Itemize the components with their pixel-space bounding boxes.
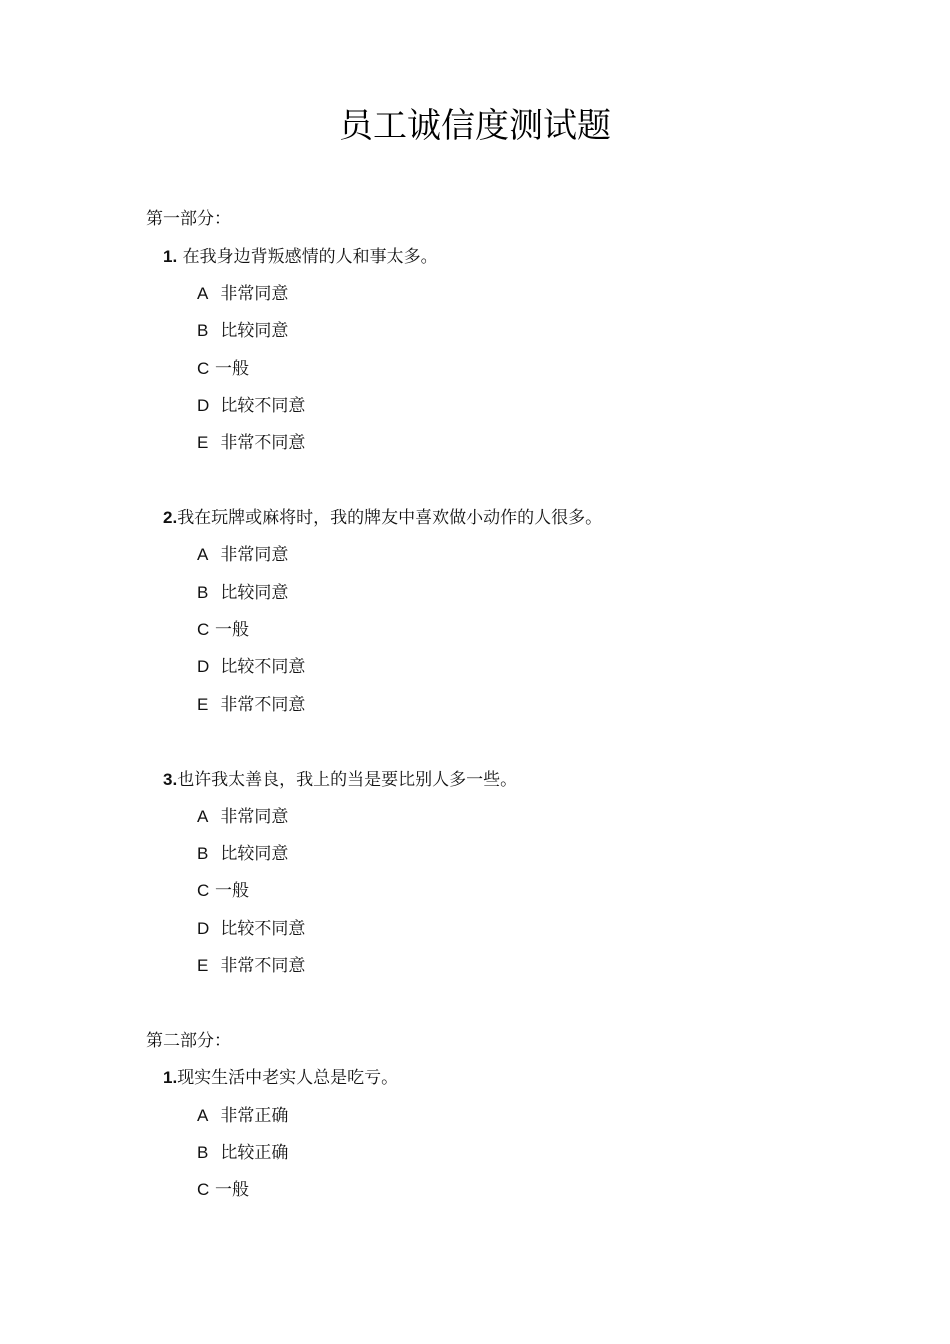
option-text: 一般 — [215, 1180, 249, 1200]
question — [163, 768, 517, 792]
answer-option — [197, 1104, 288, 1128]
option-text: 非常不同意 — [220, 433, 306, 453]
option-text: 比较同意 — [220, 321, 289, 341]
option-letter: A — [197, 807, 209, 826]
question-number: 1. — [163, 247, 178, 266]
answer-option — [197, 394, 305, 418]
option-letter: B — [197, 583, 209, 602]
answer-option — [197, 319, 288, 343]
option-letter: E — [197, 433, 209, 452]
option-letter: C — [197, 1180, 210, 1199]
answer-option — [197, 842, 288, 866]
question-text: 现实生活中老实人总是吃亏。 — [177, 1068, 399, 1088]
option-text: 一般 — [215, 881, 249, 901]
question-text: 我在玩牌或麻将时，我的牌友中喜欢做小动作的人很多。 — [177, 508, 603, 528]
answer-option — [197, 655, 305, 679]
option-text: 非常同意 — [220, 284, 289, 304]
option-letter: B — [197, 1143, 209, 1162]
answer-option — [197, 581, 288, 605]
option-letter: B — [197, 321, 209, 340]
answer-option — [197, 543, 288, 567]
question — [163, 506, 602, 530]
question — [163, 245, 438, 269]
answer-option — [197, 618, 249, 642]
option-letter: C — [197, 359, 210, 378]
answer-option — [197, 357, 249, 381]
question-number: 3. — [163, 770, 178, 789]
option-text: 一般 — [215, 620, 249, 640]
section-label: 第二部分： — [146, 1031, 231, 1051]
answer-option — [197, 917, 305, 941]
question — [163, 1066, 398, 1090]
option-text: 非常同意 — [220, 545, 289, 565]
answer-option — [197, 805, 288, 829]
option-letter: A — [197, 545, 209, 564]
option-letter: E — [197, 956, 209, 975]
answer-option — [197, 1141, 288, 1165]
option-text: 比较同意 — [220, 583, 289, 603]
option-letter: C — [197, 881, 210, 900]
option-text: 非常不同意 — [220, 956, 306, 976]
question-text: 在我身边背叛感情的人和事太多。 — [177, 247, 438, 267]
option-text: 比较同意 — [220, 844, 289, 864]
answer-option — [197, 954, 305, 978]
option-letter: D — [197, 396, 210, 415]
option-text: 非常不同意 — [220, 695, 306, 715]
answer-option — [197, 431, 305, 455]
answer-option — [197, 1178, 249, 1202]
option-text: 一般 — [215, 359, 249, 379]
option-text: 非常同意 — [220, 807, 289, 827]
option-letter: B — [197, 844, 209, 863]
option-text: 比较不同意 — [220, 657, 306, 677]
option-letter: A — [197, 284, 209, 303]
option-letter: C — [197, 620, 210, 639]
option-text: 比较不同意 — [220, 919, 306, 939]
option-letter: D — [197, 919, 210, 938]
answer-option — [197, 693, 305, 717]
option-text: 比较不同意 — [220, 396, 306, 416]
question-number: 1. — [163, 1068, 178, 1087]
answer-option — [197, 282, 288, 306]
section-label: 第一部分： — [146, 209, 231, 229]
option-text: 非常正确 — [220, 1106, 289, 1126]
document-title: 员工诚信度测试题 — [339, 106, 611, 146]
option-letter: A — [197, 1106, 209, 1125]
option-text: 比较正确 — [220, 1143, 289, 1163]
option-letter: D — [197, 657, 210, 676]
option-letter: E — [197, 695, 209, 714]
question-text: 也许我太善良，我上的当是要比别人多一些。 — [177, 770, 518, 790]
answer-option — [197, 879, 249, 903]
question-number: 2. — [163, 508, 178, 527]
